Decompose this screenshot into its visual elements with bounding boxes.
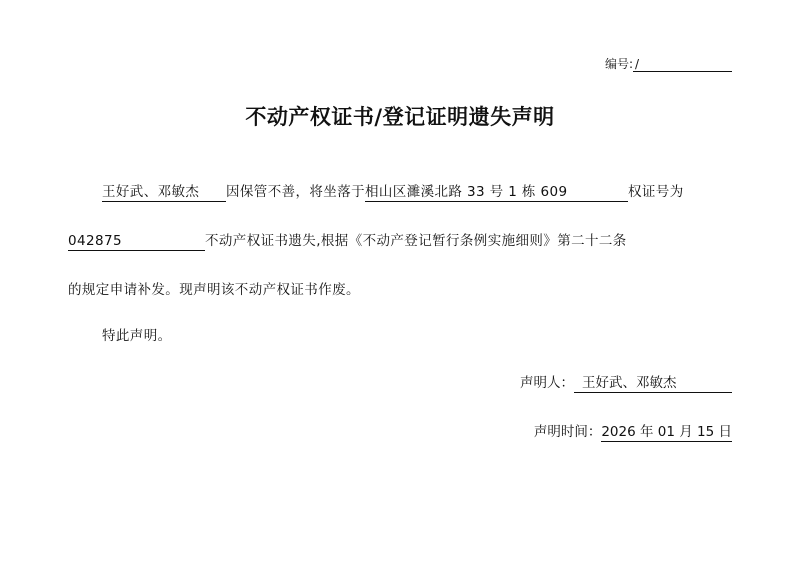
owners-field: 王好武、邓敏杰: [102, 184, 226, 202]
body-text-2: 权证号为: [628, 184, 684, 200]
page-title: 不动产权证书/登记证明遗失声明: [245, 104, 555, 129]
serial-number: [605, 55, 732, 72]
special-statement: 特此声明。: [102, 328, 172, 344]
serial-value: /: [633, 57, 732, 72]
body-text-1: 因保管不善，将坐落于: [226, 184, 365, 200]
body-line-3: 的规定申请补发。现声明该不动产权证书作废。: [68, 282, 360, 298]
declarant-line: [520, 373, 732, 393]
serial-label: 编号:: [604, 57, 633, 71]
declarant-field: 王好武、邓敏杰: [574, 375, 732, 393]
body-text-3: 不动产权证书遗失,根据《不动产登记暂行条例实施细则》第二十二条: [205, 233, 627, 249]
location-field: 相山区濉溪北路 33 号 1 栋 609: [365, 184, 628, 202]
date-field: 2026 年 01 月 15 日: [601, 424, 732, 440]
time-label: 声明时间：: [533, 424, 602, 440]
body-line-2: [68, 231, 627, 251]
declarant-label: 声明人：: [520, 375, 574, 391]
declaration-time-line: [534, 422, 732, 442]
cert-number-field: 042875: [68, 233, 205, 251]
body-line-1: [102, 182, 684, 202]
